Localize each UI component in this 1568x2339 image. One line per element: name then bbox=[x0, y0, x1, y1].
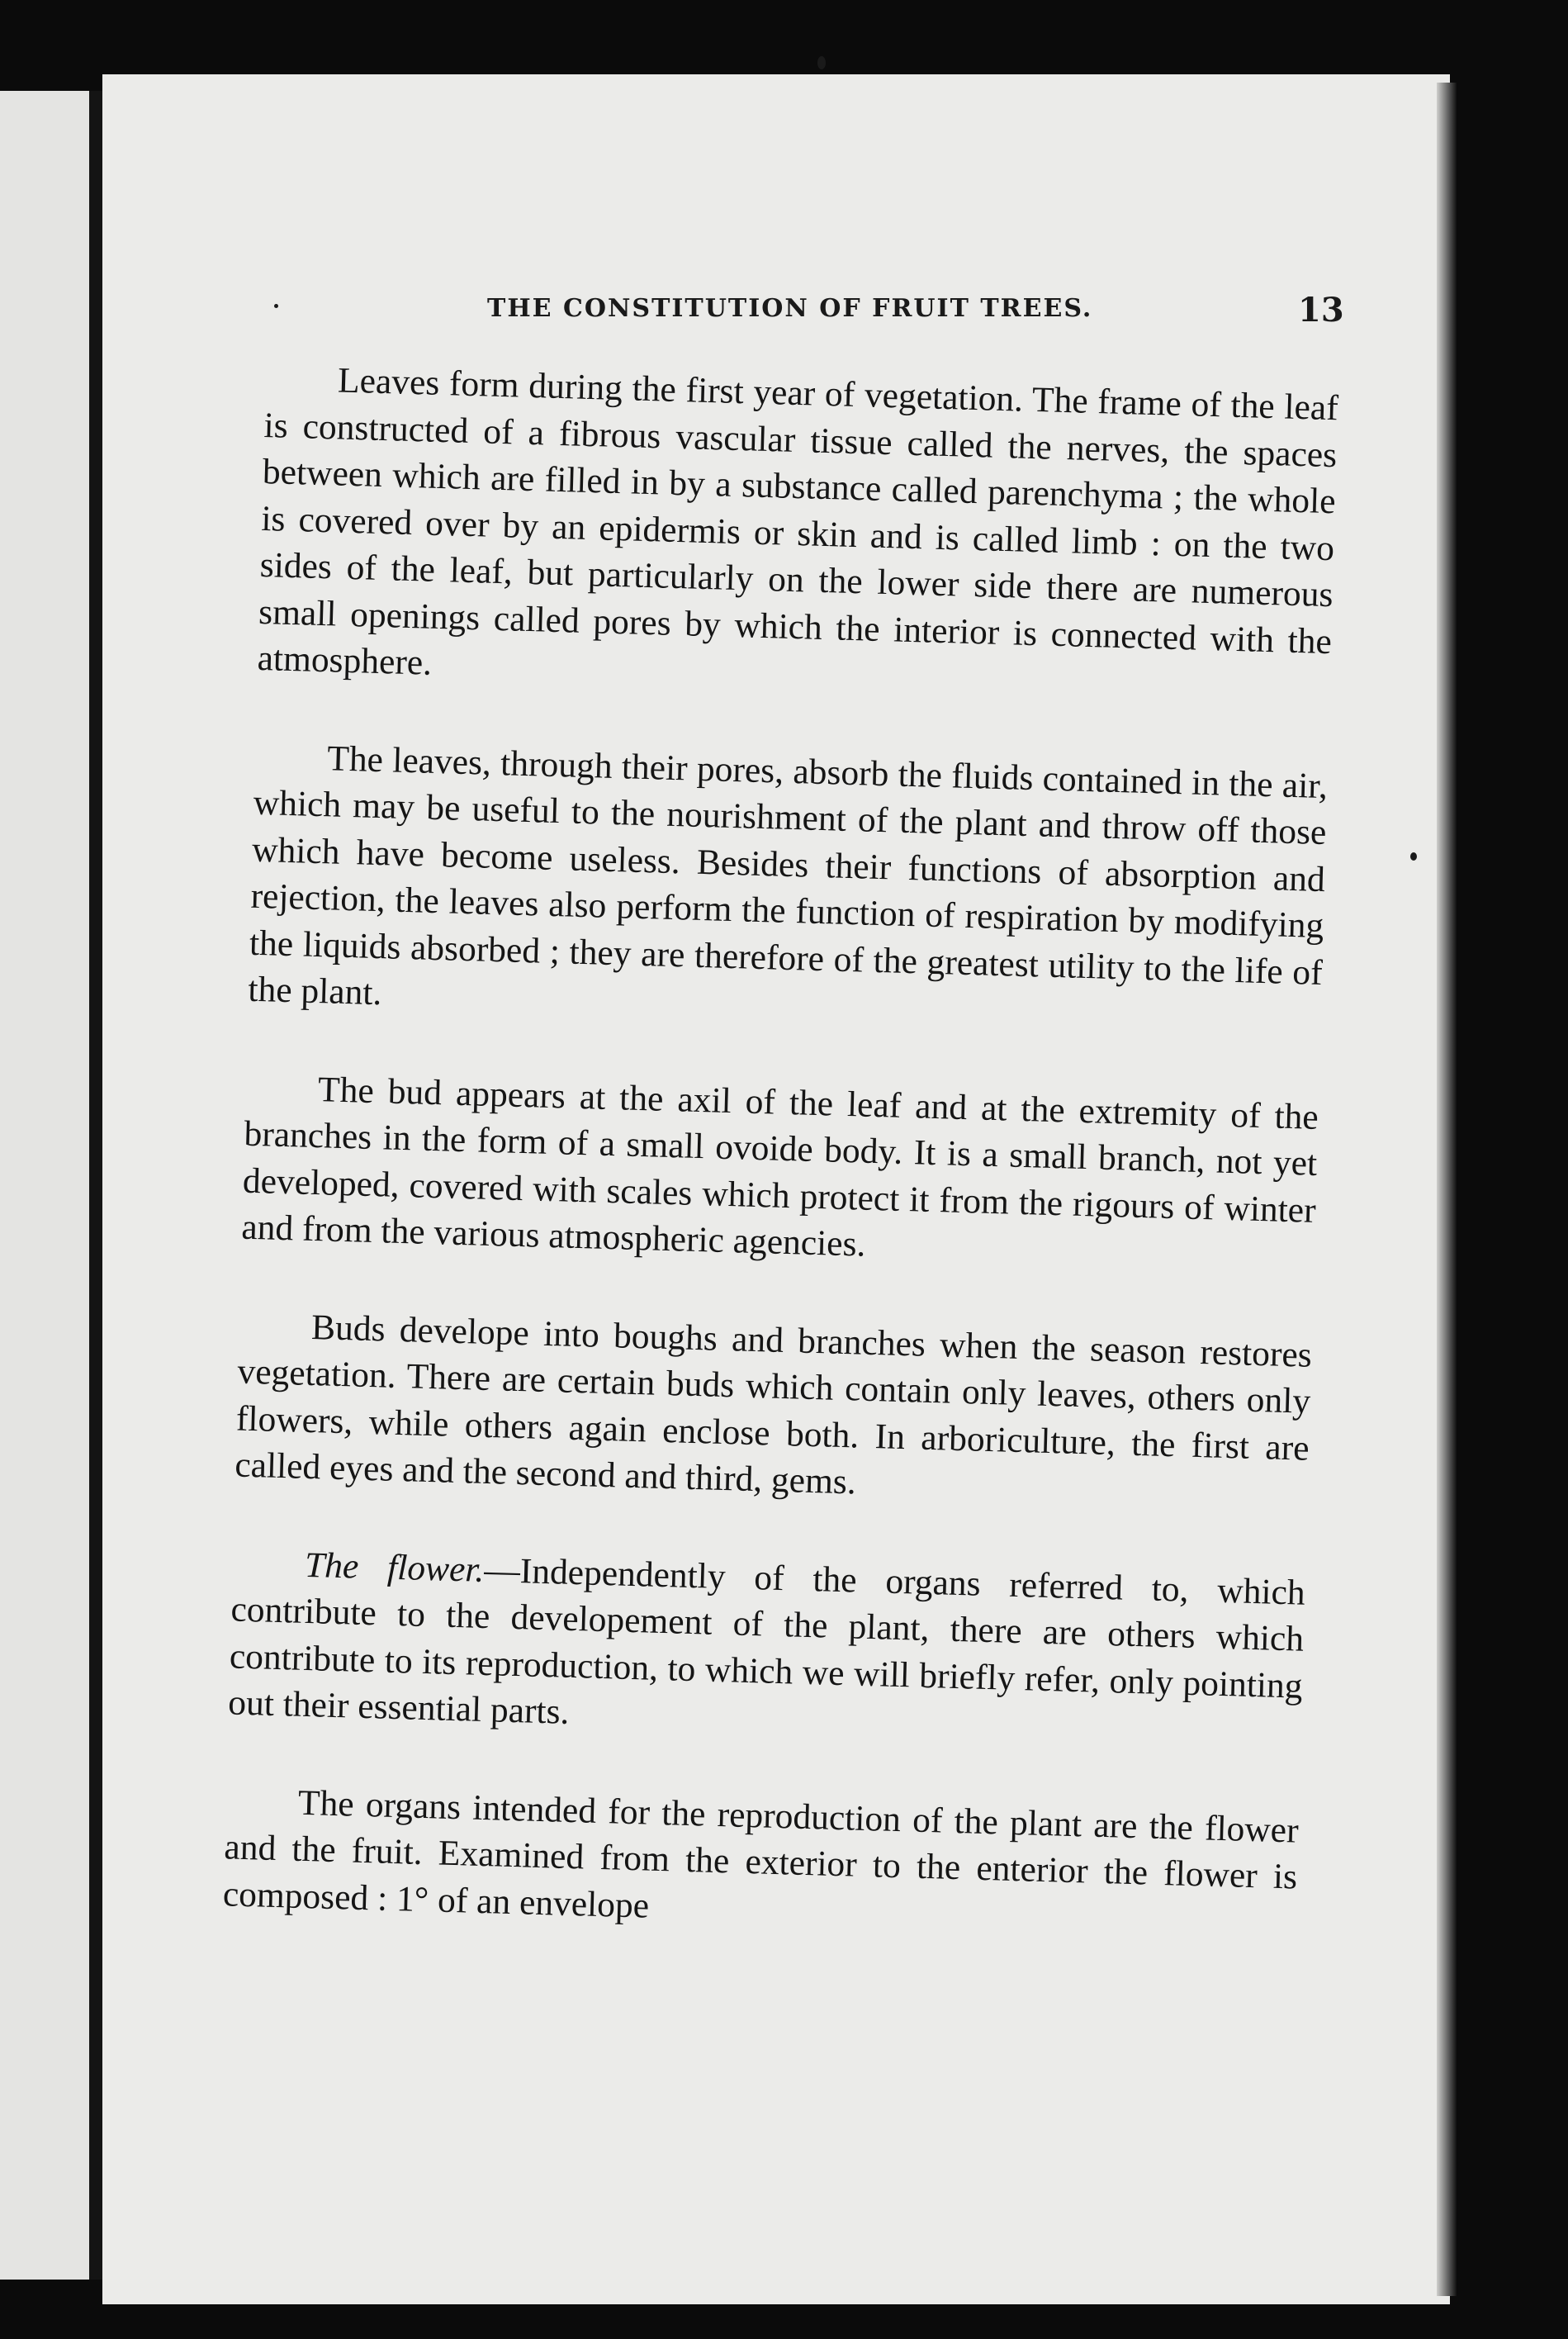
page-number: 13 bbox=[1298, 291, 1344, 330]
paragraph-text: The leaves, through their pores, absorb the fluids contained in the air, which may be useful to the nourishment of the plant and throw off those which have become useless. Besides their functions of absorption and rejection, the leaves also perform the function of respiration by modifying the liquids absorbed ; they are therefore of the greatest utility to the life of the plant. bbox=[247, 738, 1329, 1013]
paragraph-text: Buds develope into boughs and branches when the season restores vegetation. There are certain buds which contain only leaves, others only flowers, while others again enclose both. In arboriculture, the first are called eyes and the second and third, gems. bbox=[234, 1307, 1313, 1502]
page-header bbox=[487, 291, 1346, 340]
paragraph-text: The bud appears at the axil of the leaf and at the extremity of the branches in the form of a small ovoide body. It is a small branch, not yet developed, covered with scales which protect it from the rigours of winter and from the various atmospheric agencies. bbox=[240, 1069, 1319, 1264]
paragraph-text: —Independently of the organs referred to, which contribute to the developement of the plant, there are others which contribute to its reproduction, to which we will briefly refer, only pointing out their essential parts. bbox=[227, 1549, 1306, 1732]
scan-speck bbox=[274, 304, 278, 308]
paragraph-bud bbox=[241, 1064, 1319, 1280]
running-head: THE CONSTITUTION OF FRUIT TREES. bbox=[487, 294, 1093, 323]
scan-speck bbox=[817, 56, 826, 69]
paragraph-text: The organs intended for the reproduction of the plant are the flower and the fruit. Examined from the exterior to the enterior the flower is composed : 1° of an envelope bbox=[222, 1782, 1300, 1926]
paragraph-reproduction bbox=[222, 1777, 1299, 1948]
paragraph-text: Leaves form during the first year of vegetation. The frame of the leaf is constructed of a fibrous vascular tissue called the nerves, the spaces between which are filled in by a substance called parenchyma ; the whole is covered over by an epidermis or skin and is called limb : on the two sides of the leaf, but particularly on the lower side there are numerous small openings called pores by which the interior is connected with the atmosphere. bbox=[257, 360, 1339, 683]
scan-speck bbox=[1410, 852, 1417, 861]
paragraph-flower bbox=[228, 1540, 1306, 1756]
paragraph-lead: The flower. bbox=[304, 1544, 486, 1590]
body-text bbox=[222, 355, 1338, 1948]
paragraph-buds bbox=[234, 1302, 1313, 1518]
book-binding-gutter bbox=[89, 91, 102, 2280]
paragraph-pores bbox=[248, 733, 1329, 1042]
previous-page-edge bbox=[0, 91, 89, 2280]
page-edge-shadow bbox=[1437, 83, 1457, 2296]
paragraph-leaves bbox=[257, 355, 1339, 712]
